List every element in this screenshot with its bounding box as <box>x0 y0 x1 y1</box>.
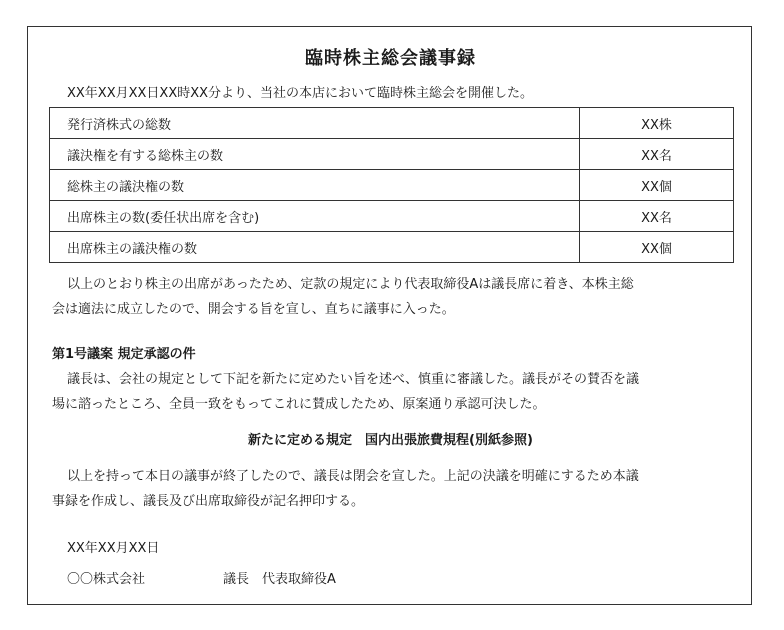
row-value: XX個 <box>580 232 734 263</box>
agenda-line-2: 場に諮ったところ、全員一致をもってこれに賛成したため、原案通り承認可決した。 <box>52 397 546 412</box>
shareholder-info-table <box>49 107 734 263</box>
signature-company: 〇〇株式会社 <box>67 572 146 587</box>
row-label: 総株主の議決権の数 <box>50 170 580 201</box>
row-value: XX株 <box>580 108 734 139</box>
intro-text: XX年XX月XX日XX時XX分より、当社の本店において臨時株主総会を開催した。 <box>67 86 534 101</box>
opening-line-2: 会は適法に成立したので、開会する旨を宣し、直ちに議事に入った。 <box>52 302 455 317</box>
row-value: XX個 <box>580 170 734 201</box>
table-row <box>50 108 734 139</box>
signature-role: 議長 代表取締役A <box>223 572 336 587</box>
document-frame <box>27 26 752 605</box>
table-row <box>50 170 734 201</box>
closing-line-2: 事録を作成し、議長及び出席取締役が記名押印する。 <box>52 494 365 509</box>
row-label: 議決権を有する総株主の数 <box>50 139 580 170</box>
table-row <box>50 139 734 170</box>
table-row <box>50 201 734 232</box>
row-value: XX名 <box>580 201 734 232</box>
row-label: 出席株主の数(委任状出席を含む) <box>50 201 580 232</box>
agenda-heading: 第1号議案 規定承認の件 <box>52 347 196 362</box>
document-title: 臨時株主総会議事録 <box>305 48 476 69</box>
signature-date: XX年XX月XX日 <box>67 541 160 556</box>
row-value: XX名 <box>580 139 734 170</box>
agenda-line-1: 議長は、会社の規定として下記を新たに定めたい旨を述べ、慎重に審議した。議長がその賛否を議 <box>67 372 640 387</box>
opening-line-1: 以上のとおり株主の出席があったため、定款の規定により代表取締役Aは議長席に着き、本株主総 <box>67 277 634 292</box>
closing-line-1: 以上を持って本日の議事が終了したので、議長は閉会を宣した。上記の決議を明確にするため本議 <box>67 469 639 484</box>
row-label: 発行済株式の総数 <box>50 108 580 139</box>
row-label: 出席株主の議決権の数 <box>50 232 580 263</box>
table-row <box>50 232 734 263</box>
regulation-title: 新たに定める規定 国内出張旅費規程(別紙参照) <box>248 433 533 448</box>
